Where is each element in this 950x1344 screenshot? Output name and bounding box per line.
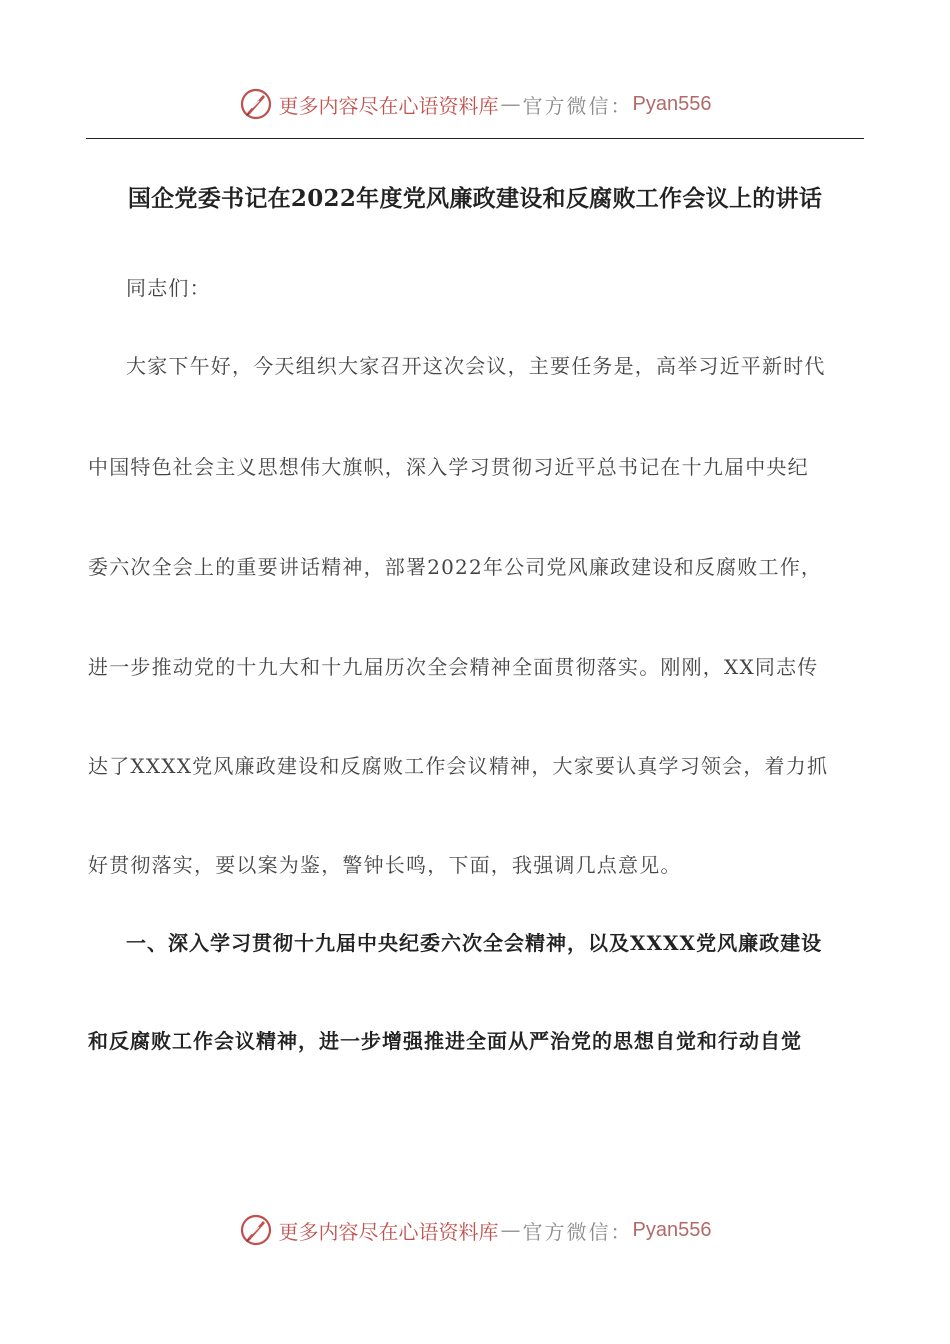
quill-pen-logo-icon — [239, 87, 273, 121]
quill-pen-logo-icon — [239, 1213, 273, 1247]
site-name: 更多内容尽在心语资料库 — [278, 1219, 499, 1244]
paragraph-line: 好贯彻落实，要以案为鉴，警钟长鸣，下面，我强调几点意见。 — [88, 853, 682, 877]
site-name: 更多内容尽在心语资料库 — [278, 93, 499, 118]
banner-separator: — — [500, 1218, 521, 1242]
wechat-id: Pyan556 — [632, 1218, 712, 1241]
paragraph-line: 委六次全会上的重要讲话精神，部署2022年公司党风廉政建设和反腐败工作， — [88, 555, 823, 579]
salutation: 同志们： — [126, 276, 211, 300]
paragraph-line: 进一步推动党的十九大和十九届历次全会精神全面贯彻落实。刚刚，XX同志传 — [88, 655, 819, 679]
section-heading-line: 一、深入学习贯彻十九届中央纪委六次全会精神，以及XXXX党风廉政建设 — [126, 931, 823, 955]
section-heading-line: 和反腐败工作会议精神，进一步增强推进全面从严治党的思想自觉和行动自觉 — [88, 1029, 802, 1053]
wechat-id: Pyan556 — [632, 92, 712, 115]
footer-banner — [0, 1210, 950, 1250]
paragraph-line: 大家下午好，今天组织大家召开这次会议，主要任务是，高举习近平新时代 — [126, 354, 826, 378]
wechat-label: 官方微信： — [522, 93, 633, 118]
paragraph-line: 达了XXXX党风廉政建设和反腐败工作会议精神，大家要认真学习领会，着力抓 — [88, 754, 829, 778]
wechat-label: 官方微信： — [522, 1219, 633, 1244]
document-title: 国企党委书记在2022年度党风廉政建设和反腐败工作会议上的讲话 — [127, 185, 823, 212]
banner-separator: — — [500, 92, 521, 116]
header-banner — [0, 84, 950, 124]
paragraph-line: 中国特色社会主义思想伟大旗帜，深入学习贯彻习近平总书记在十九届中央纪 — [88, 455, 809, 479]
header-rule — [86, 138, 864, 139]
